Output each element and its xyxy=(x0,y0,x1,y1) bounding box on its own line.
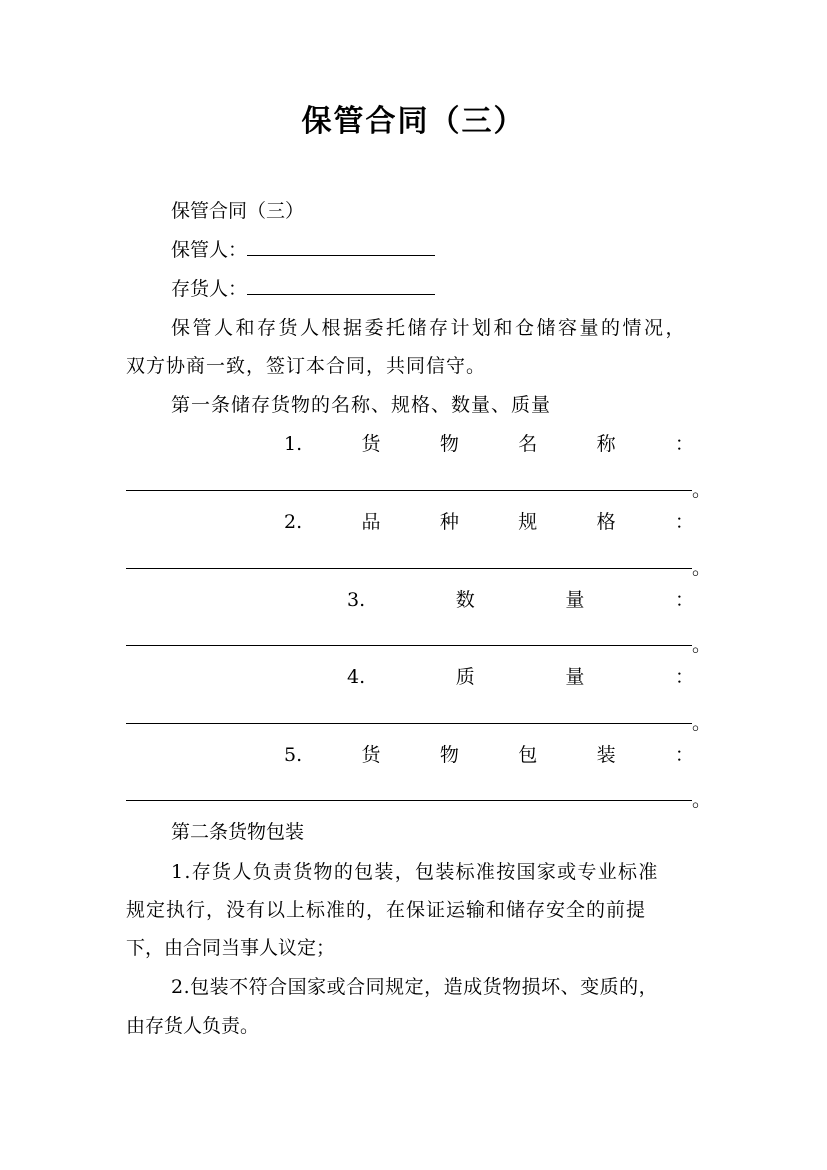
item-2-char: 规 xyxy=(518,511,538,533)
custodian-line xyxy=(171,231,435,269)
item-4-period: 。 xyxy=(692,712,712,734)
item-5-colon: ： xyxy=(674,744,694,766)
item-3-colon: ： xyxy=(674,589,694,611)
item-5-fill-line xyxy=(126,800,692,801)
item-2-colon: ： xyxy=(674,511,694,533)
article-2-p1-line-2: 规定执行，没有以上标准的，在保证运输和储存安全的前提 xyxy=(126,899,647,921)
article-2-p2-line-2: 由存货人负责。 xyxy=(126,1015,260,1037)
depositor-line xyxy=(171,270,435,308)
item-1-char: 名 xyxy=(518,433,538,455)
item-2-fill-line xyxy=(126,568,692,569)
item-3-period: 。 xyxy=(692,634,712,656)
document-title: 保管合同（三） xyxy=(301,104,526,139)
intro-line-2: 双方协商一致，签订本合同，共同信守。 xyxy=(126,355,487,377)
item-5-number: 5. xyxy=(284,744,303,766)
article-2-p1-line-1: 1.存货人负责货物的包装，包装标准按国家或专业标准 xyxy=(171,861,659,883)
item-1-number: 1. xyxy=(284,433,303,455)
item-5-char: 货 xyxy=(361,744,381,766)
item-2-number: 2. xyxy=(284,511,303,533)
item-2-char: 品 xyxy=(361,511,381,533)
item-4-char: 质 xyxy=(455,666,475,688)
item-1-row xyxy=(284,425,694,463)
custodian-blank xyxy=(247,237,435,256)
item-1-char: 物 xyxy=(439,433,459,455)
item-4-number: 4. xyxy=(347,666,366,688)
item-3-char: 量 xyxy=(565,589,585,611)
article-2-p2-line-1: 2.包装不符合国家或合同规定，造成货物损坏、变质的， xyxy=(171,976,659,998)
item-3-char: 数 xyxy=(455,589,475,611)
item-4-fill-line xyxy=(126,723,692,724)
article-1-heading: 第一条储存货物的名称、规格、数量、质量 xyxy=(171,394,552,416)
item-3-fill-line xyxy=(126,645,692,646)
item-3-number: 3. xyxy=(347,589,366,611)
item-5-period: 。 xyxy=(692,789,712,811)
item-1-char: 称 xyxy=(596,433,616,455)
item-1-period: 。 xyxy=(692,479,712,501)
item-2-row xyxy=(284,503,694,541)
depositor-label: 存货人： xyxy=(171,278,248,300)
item-4-row xyxy=(347,658,694,696)
item-1-fill-line xyxy=(126,490,692,491)
item-5-char: 包 xyxy=(518,744,538,766)
item-1-colon: ： xyxy=(674,433,694,455)
item-2-char: 种 xyxy=(439,511,459,533)
item-5-char: 装 xyxy=(596,744,616,766)
intro-line-1: 保管人和存货人根据委托储存计划和仓储容量的情况， xyxy=(171,317,688,339)
item-1-char: 货 xyxy=(361,433,381,455)
item-4-char: 量 xyxy=(565,666,585,688)
custodian-label: 保管人： xyxy=(171,239,248,261)
item-2-period: 。 xyxy=(692,557,712,579)
item-2-char: 格 xyxy=(596,511,616,533)
item-4-colon: ： xyxy=(674,666,694,688)
depositor-blank xyxy=(247,276,435,295)
item-5-char: 物 xyxy=(439,744,459,766)
item-5-row xyxy=(284,736,694,774)
article-2-p1-line-3: 下，由合同当事人议定； xyxy=(126,937,336,959)
document-subtitle: 保管合同（三） xyxy=(171,200,305,222)
article-2-heading: 第二条货物包装 xyxy=(171,821,305,843)
item-3-row xyxy=(347,581,694,619)
